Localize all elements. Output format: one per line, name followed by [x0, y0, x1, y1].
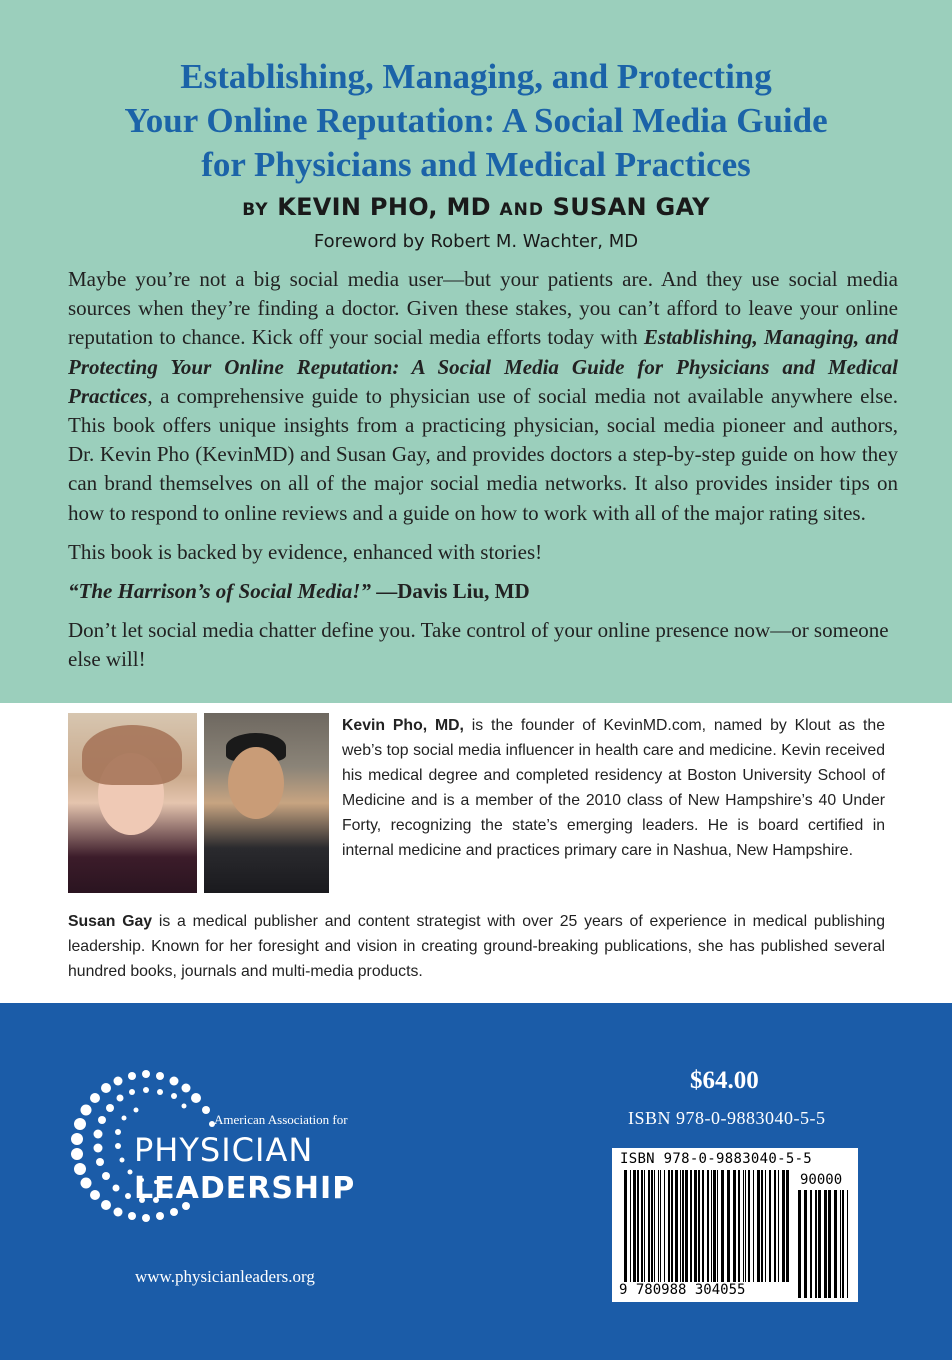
- and-label: AND: [499, 200, 545, 220]
- quote-attribution: —Davis Liu, MD: [370, 579, 530, 604]
- title-line-3: for Physicians and Medical Practices: [201, 145, 751, 184]
- aapl-logo: [66, 1066, 426, 1246]
- logo-line-3: LEADERSHIP: [134, 1171, 356, 1206]
- logo-line-2: PHYSICIAN: [134, 1131, 314, 1169]
- book-description: [68, 265, 898, 685]
- title-line-1: Establishing, Managing, and Protecting: [180, 57, 772, 96]
- barcode-number: 9 780988 304055: [619, 1282, 746, 1298]
- kevin-face: [228, 747, 284, 819]
- susan-hair: [82, 725, 182, 785]
- byline: [0, 193, 952, 221]
- price: $64.00: [690, 1067, 759, 1094]
- by-label: BY: [242, 200, 269, 220]
- barcode-bars-icon: [624, 1170, 790, 1282]
- susan-bio-text: is a medical publisher and content strategist with over 25 years of experience in medical publishing leadership. Known for her foresight and vision in creating ground-breaking publications, she has published several hundred books, journals and multi-media products.: [68, 913, 886, 980]
- author-2: SUSAN GAY: [552, 193, 710, 221]
- book-title: [0, 55, 952, 187]
- kevin-bio-name: Kevin Pho, MD,: [342, 717, 464, 734]
- quote-text: “The Harrison’s of Social Media!”: [68, 579, 371, 604]
- susan-gay-bio: [68, 909, 885, 984]
- logo-line-1: American Association for: [214, 1112, 348, 1127]
- susan-bio-name: Susan Gay: [68, 913, 153, 930]
- kevin-bio-text: is the founder of KevinMD.com, named by Klout as the web’s top social media influencer in health care and medicine. Kevin received his medical degree and completed residency at Boston University School of Medicine and is a member of the 2010 class of New Hampshire’s 40 Under Forty, recognizing the state’s emerging leaders. He is board certified in internal medicine and practices primary care in Nashua, New Hampshire.: [342, 717, 885, 859]
- description-p1-start: Maybe you’re not a big social media user—but your patients are. And they use social media sources when they’re finding a doctor. Given these stakes, you can’t afford to leave your online reputation to chance. Kick off your social media efforts today with: [68, 267, 898, 350]
- description-book-title: Establishing, Managing, and Protecting Your Online Reputation: A Social Media Guide for Physicians and Medical Practices: [68, 325, 899, 408]
- description-p1-end: , a comprehensive guide to physician use of social media not available anywhere else. This book offers unique insights from a practicing physician, social media pioneer and authors, Dr. Kevin Pho (KevinMD) and Susan Gay, and provides doctors a step-by-step guide on how they can brand themselves on all of the major social media networks. It also provides insider tips on how to respond to online reviews and a guide on how to work with all of the major rating sites.: [68, 383, 898, 525]
- description-paragraph-4: Don’t let social media chatter define you. Take control of your online presence now—or someone else will!: [68, 618, 889, 672]
- barcode: [612, 1148, 858, 1302]
- description-paragraph-2: This book is backed by evidence, enhanced with stories!: [68, 539, 543, 564]
- kevin-pho-bio: [342, 713, 885, 863]
- barcode-addon-bars-icon: [798, 1190, 850, 1298]
- susan-gay-photo: [68, 713, 197, 893]
- kevin-pho-photo: [204, 713, 329, 893]
- isbn-label: ISBN 978-0-9883040-5-5: [628, 1108, 826, 1128]
- barcode-isbn: ISBN 978-0-9883040-5-5: [620, 1151, 813, 1167]
- publisher-url: www.physicianleaders.org: [135, 1267, 315, 1286]
- title-line-2: Your Online Reputation: A Social Media Guide: [124, 101, 828, 140]
- barcode-addon-number: 90000: [800, 1172, 843, 1188]
- foreword-credit: Foreword by Robert M. Wachter, MD: [313, 231, 639, 252]
- description-paragraph-1: [68, 265, 898, 528]
- author-1: KEVIN PHO, MD: [277, 193, 491, 221]
- endorsement-quote: [68, 577, 898, 606]
